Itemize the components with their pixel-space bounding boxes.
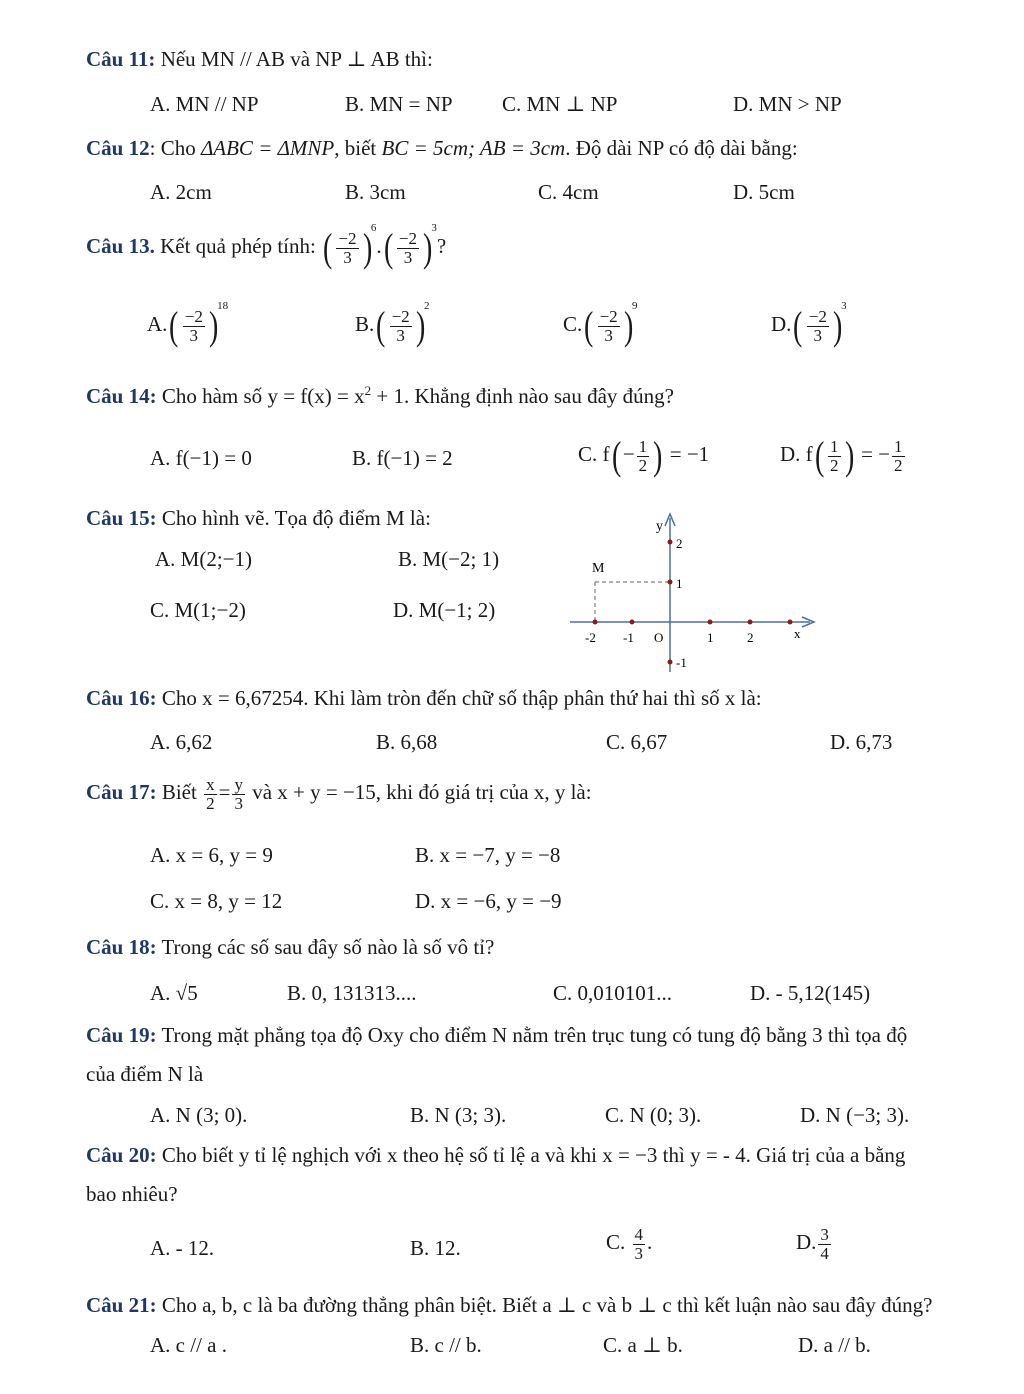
- tick-y-2: [668, 540, 673, 545]
- tick-x-neg2: [593, 620, 598, 625]
- option-c[interactable]: C. 6,67: [606, 730, 668, 754]
- question-11: [86, 47, 433, 72]
- question-20-cont: bao nhiêu?: [86, 1182, 178, 1206]
- math-expression: ΔABC = ΔMNP: [200, 136, 335, 160]
- option-c[interactable]: C. N (0; 3).: [605, 1103, 702, 1127]
- tick-x-2: [748, 620, 753, 625]
- fraction: $\frac{-2}{3}$: [338, 228, 357, 267]
- tick-x-3: [788, 620, 793, 625]
- option-c[interactable]: C. MN ⊥ NP: [502, 92, 618, 116]
- tick-x-1: [708, 620, 713, 625]
- exponent: 3: [431, 222, 437, 234]
- question-12: [86, 136, 798, 161]
- question-19: [86, 1023, 907, 1048]
- tick-label-ym1: -1: [676, 655, 687, 670]
- question-text: . Độ dài NP có độ dài bằng:: [565, 136, 798, 160]
- question-label: Câu 15:: [86, 506, 157, 530]
- option-d[interactable]: D. MN > NP: [733, 92, 842, 116]
- option-b[interactable]: B. 0, 131313....: [287, 981, 417, 1005]
- option-d[interactable]: D. $\frac{3}{4}$: [796, 1225, 829, 1263]
- option-a[interactable]: A. x = 6, y = 9: [150, 843, 273, 867]
- question-label: Câu 19:: [86, 1023, 157, 1047]
- question-18: [86, 935, 494, 960]
- y-axis-label: y: [656, 519, 663, 534]
- tick-y-neg1: [668, 660, 673, 665]
- question-label: Câu 12: [86, 136, 150, 160]
- option-b[interactable]: B. c // b.: [410, 1333, 482, 1357]
- option-b[interactable]: B. N (3; 3).: [410, 1103, 507, 1127]
- option-d[interactable]: D.( $\frac{-2}{3}$ )$^3$: [771, 300, 847, 349]
- option-c[interactable]: C. M(1;−2): [150, 598, 246, 622]
- question-text: Nếu MN // AB và NP ⊥ AB thì:: [160, 47, 433, 71]
- option-a[interactable]: A. - 12.: [150, 1236, 215, 1260]
- option-b[interactable]: B. x = −7, y = −8: [415, 843, 561, 867]
- option-a[interactable]: A.( $\frac{-2}{3}$ )$^{18}$: [147, 300, 229, 349]
- coordinate-graph: [570, 510, 830, 680]
- question-16: [86, 686, 762, 711]
- question-label: Câu 21:: [86, 1293, 157, 1317]
- question-text: Cho hình vẽ. Tọa độ điểm M là:: [161, 506, 431, 530]
- option-c[interactable]: C. x = 8, y = 12: [150, 889, 283, 913]
- option-d[interactable]: D. N (−3; 3).: [800, 1103, 910, 1127]
- x-axis-label: x: [794, 626, 801, 641]
- question-13: Câu 13. Kết quả phép tính: ( $\frac{-2}{3}$ )$^6$.( $\frac{-2}{3}$ )$^3$?: [86, 222, 447, 271]
- question-text: Cho hàm số: [161, 384, 268, 408]
- tick-label-x2: 2: [747, 630, 754, 645]
- question-label: Câu 17:: [86, 780, 157, 805]
- option-a[interactable]: A. c // a .: [150, 1333, 227, 1357]
- tick-label-y2: 2: [676, 536, 683, 551]
- option-d[interactable]: D. f( $\frac{1}{2}$ ) = − $\frac{1}{2}$: [780, 433, 903, 478]
- fraction: $\frac{-2}{3}$: [398, 228, 417, 267]
- option-a[interactable]: A. 6,62: [150, 730, 213, 754]
- point-m-label: M: [592, 561, 605, 576]
- math-expression: BC = 5cm; AB = 3cm: [381, 136, 566, 160]
- question-text: Biết: [161, 780, 203, 805]
- option-b[interactable]: B. f(−1) = 2: [352, 446, 453, 470]
- option-b[interactable]: B. 12.: [410, 1236, 461, 1260]
- option-c[interactable]: C. a ⊥ b.: [603, 1333, 683, 1357]
- option-a[interactable]: A. 2cm: [150, 180, 212, 204]
- tick-y-1: [668, 580, 673, 585]
- question-14: Câu 14: Cho hàm số $y = f(x) = x^2 + 1$. Khẳng định nào sau đây đúng?: [86, 383, 674, 408]
- question-15: [86, 506, 431, 531]
- question-text: và x + y = −15, khi đó giá trị của x, y là:: [246, 780, 592, 805]
- option-a[interactable]: A. f(−1) = 0: [150, 446, 252, 470]
- question-21: [86, 1293, 932, 1318]
- option-d[interactable]: D. - 5,12(145): [750, 981, 871, 1005]
- question-17: Câu 17: Biết $\frac{x}{2}$ = $\frac{y}{3}$ và x + y = −15, khi đó giá trị của x, y là:: [86, 775, 592, 813]
- tick-label-xm1: -1: [623, 630, 634, 645]
- tick-label-xm2: -2: [585, 630, 596, 645]
- question-text: Cho biết y tỉ lệ nghịch với x theo hệ số tỉ lệ a và khi x = −3 thì y = - 4. Giá trị của a bằng: [161, 1143, 906, 1167]
- option-c[interactable]: C. 4cm: [538, 180, 599, 204]
- question-text: : Cho: [149, 136, 201, 160]
- option-b[interactable]: B. 6,68: [376, 730, 438, 754]
- option-b[interactable]: B. M(−2; 1): [398, 547, 500, 571]
- question-text: Cho x = 6,67254. Khi làm tròn đến chữ số thập phân thứ hai thì số x là:: [161, 686, 762, 710]
- option-b[interactable]: B.( $\frac{-2}{3}$ )$^2$: [355, 300, 430, 349]
- option-a[interactable]: A. √5: [150, 981, 198, 1005]
- question-label: Câu 11:: [86, 47, 156, 71]
- origin-label: O: [654, 630, 664, 645]
- option-a[interactable]: A. M(2;−1): [155, 547, 253, 571]
- tick-label-x1: 1: [707, 630, 714, 645]
- question-label: Câu 13.: [86, 234, 155, 258]
- option-d[interactable]: D. M(−1; 2): [393, 598, 496, 622]
- option-b[interactable]: B. 3cm: [345, 180, 406, 204]
- question-label: Câu 18:: [86, 935, 157, 959]
- option-d[interactable]: D. 6,73: [830, 730, 893, 754]
- option-d[interactable]: D. 5cm: [733, 180, 795, 204]
- question-text: . Khẳng định nào sau đây đúng?: [403, 384, 674, 408]
- question-text: Trong mặt phẳng tọa độ Oxy cho điểm N nằm trên trục tung có tung độ bằng 3 thì tọa độ: [161, 1023, 908, 1047]
- question-text: Trong các số sau đây số nào là số vô tỉ?: [161, 935, 495, 959]
- option-b[interactable]: B. MN = NP: [345, 92, 453, 116]
- option-c[interactable]: C. 0,010101...: [553, 981, 673, 1005]
- option-d[interactable]: D. x = −6, y = −9: [415, 889, 562, 913]
- math-expression: y = f(x) = x: [267, 384, 365, 408]
- option-a[interactable]: A. MN // NP: [150, 92, 259, 116]
- tick-label-y1: 1: [676, 576, 683, 591]
- exponent: 6: [370, 222, 377, 234]
- question-text: Cho a, b, c là ba đường thẳng phân biệt. Biết a ⊥ c và b ⊥ c thì kết luận nào sau đây đúng?: [161, 1293, 933, 1317]
- question-19-cont: của điểm N là: [86, 1062, 204, 1086]
- question-20: [86, 1143, 905, 1168]
- option-c[interactable]: C. $\frac{4}{3}$ .: [606, 1225, 653, 1263]
- option-d[interactable]: D. a // b.: [798, 1333, 871, 1357]
- question-text: Kết quả phép tính:: [160, 234, 316, 258]
- question-label: Câu 14:: [86, 384, 157, 408]
- question-text: , biết: [334, 136, 382, 160]
- tick-x-neg1: [630, 620, 635, 625]
- option-a[interactable]: A. N (3; 0).: [150, 1103, 248, 1127]
- question-label: Câu 16:: [86, 686, 157, 710]
- question-label: Câu 20:: [86, 1143, 157, 1167]
- option-c[interactable]: C. f(− $\frac{1}{2}$ ) = −1: [578, 433, 710, 478]
- option-c[interactable]: C.( $\frac{-2}{3}$ )$^9$: [563, 300, 638, 349]
